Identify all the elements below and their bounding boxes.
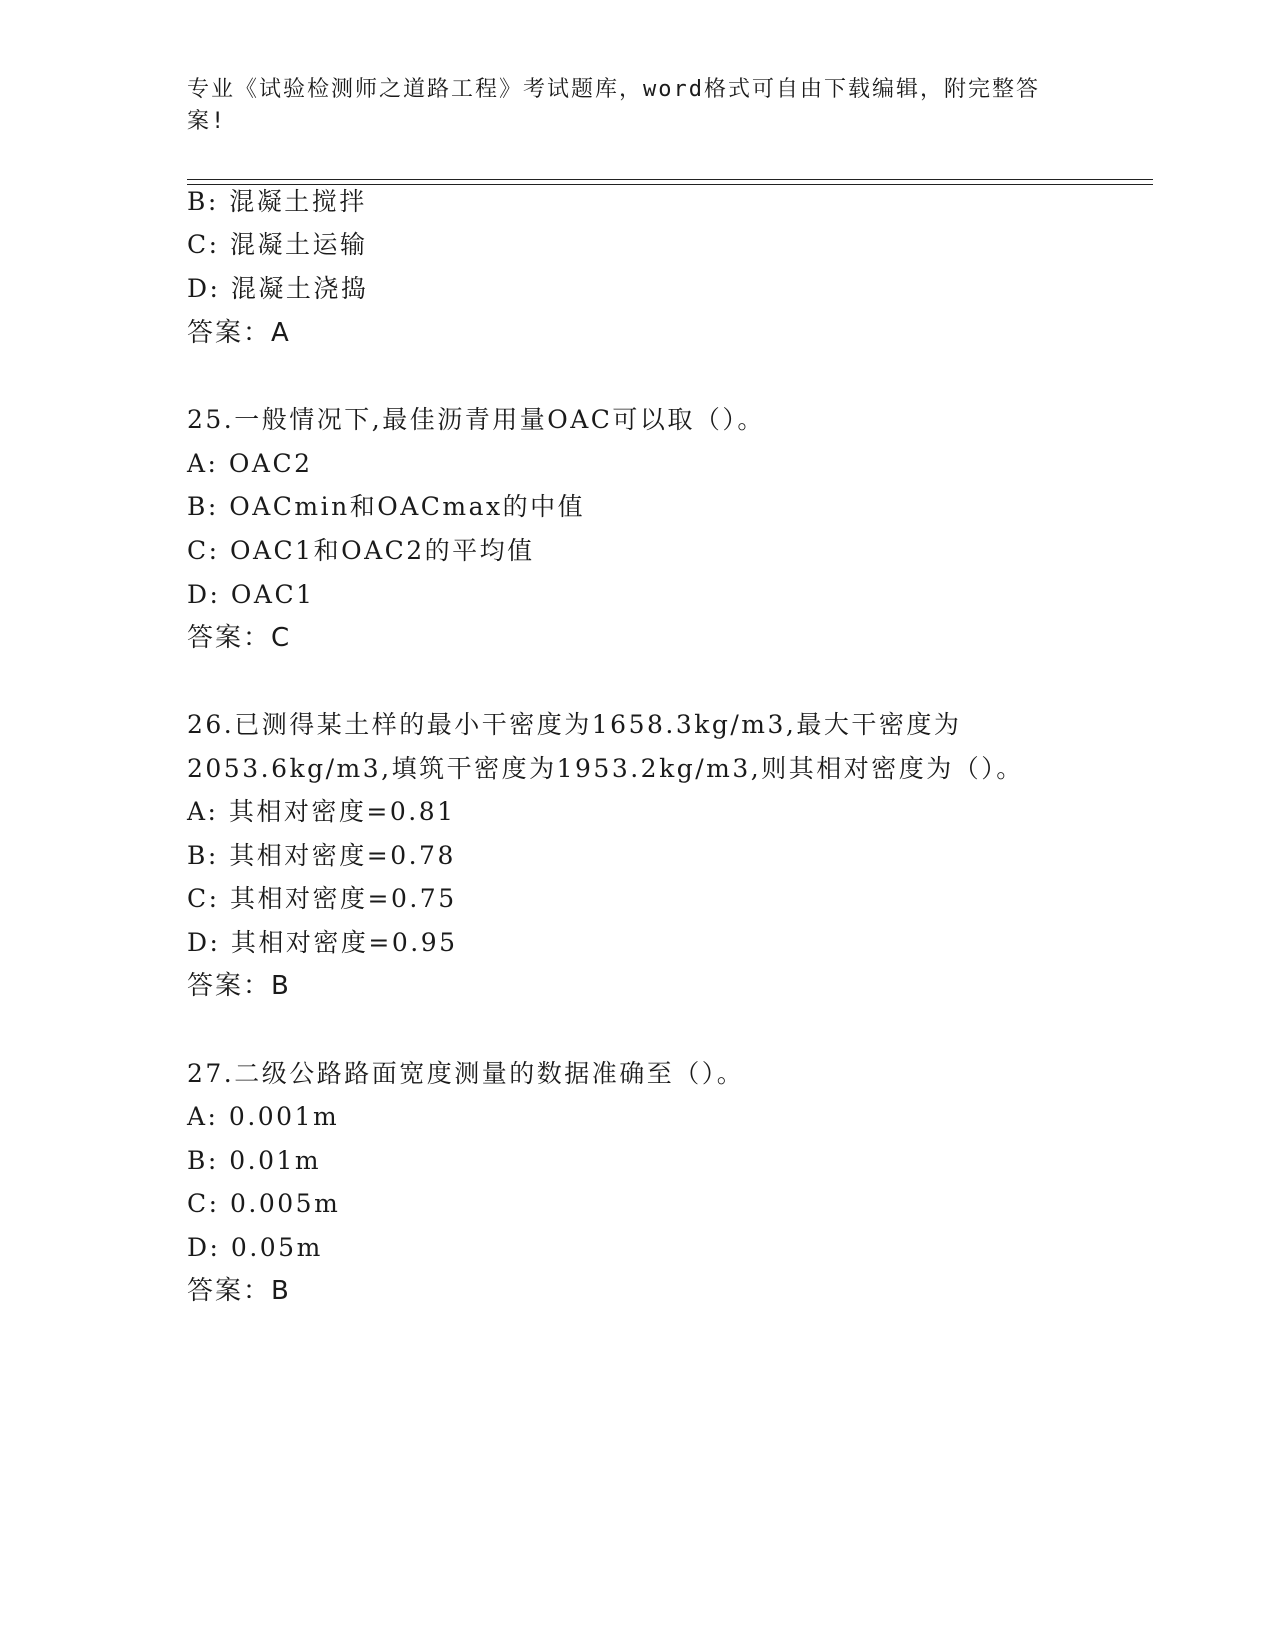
document-header [187, 74, 1087, 138]
option-b: B: 其相对密度=0.78 [187, 841, 456, 870]
option-a: A: 其相对密度=0.81 [187, 797, 456, 826]
option-c: C: 其相对密度=0.75 [187, 884, 457, 913]
answer-label: 答案：B [187, 971, 291, 1001]
header-line-2: 案! [187, 109, 227, 134]
option-c: C: OAC1和OAC2的平均值 [187, 536, 535, 565]
option-c: C: 混凝土运输 [187, 230, 368, 259]
option-d: D: 0.05m [187, 1233, 323, 1262]
question-stem: 26.已测得某土样的最小干密度为1658.3kg/m3,最大干密度为 [187, 710, 962, 739]
option-a: A: 0.001m [187, 1102, 340, 1131]
question-stem-continued: 2053.6kg/m3,填筑干密度为1953.2kg/m3,则其相对密度为（）。 [187, 754, 1024, 783]
header-divider-top [187, 179, 1153, 180]
option-c: C: 0.005m [187, 1189, 341, 1218]
option-d: D: 其相对密度=0.95 [187, 928, 458, 957]
option-b: B: 0.01m [187, 1146, 322, 1175]
option-b: B: OACmin和OACmax的中值 [187, 492, 586, 521]
option-d: D: OAC1 [187, 580, 315, 609]
question-stem: 25.一般情况下,最佳沥青用量OAC可以取（）。 [187, 405, 765, 434]
option-d: D: 混凝土浇捣 [187, 274, 369, 303]
option-a: A: OAC2 [187, 449, 313, 478]
header-divider-bottom [187, 184, 1153, 185]
answer-label: 答案：C [187, 623, 292, 653]
header-line-1: 专业《试验检测师之道路工程》考试题库，word格式可自由下载编辑，附完整答 [187, 77, 1040, 102]
question-stem: 27.二级公路路面宽度测量的数据准确至（）。 [187, 1059, 745, 1088]
option-b: B: 混凝土搅拌 [187, 187, 367, 216]
answer-label: 答案：B [187, 1276, 291, 1306]
answer-label: 答案：A [187, 318, 291, 348]
